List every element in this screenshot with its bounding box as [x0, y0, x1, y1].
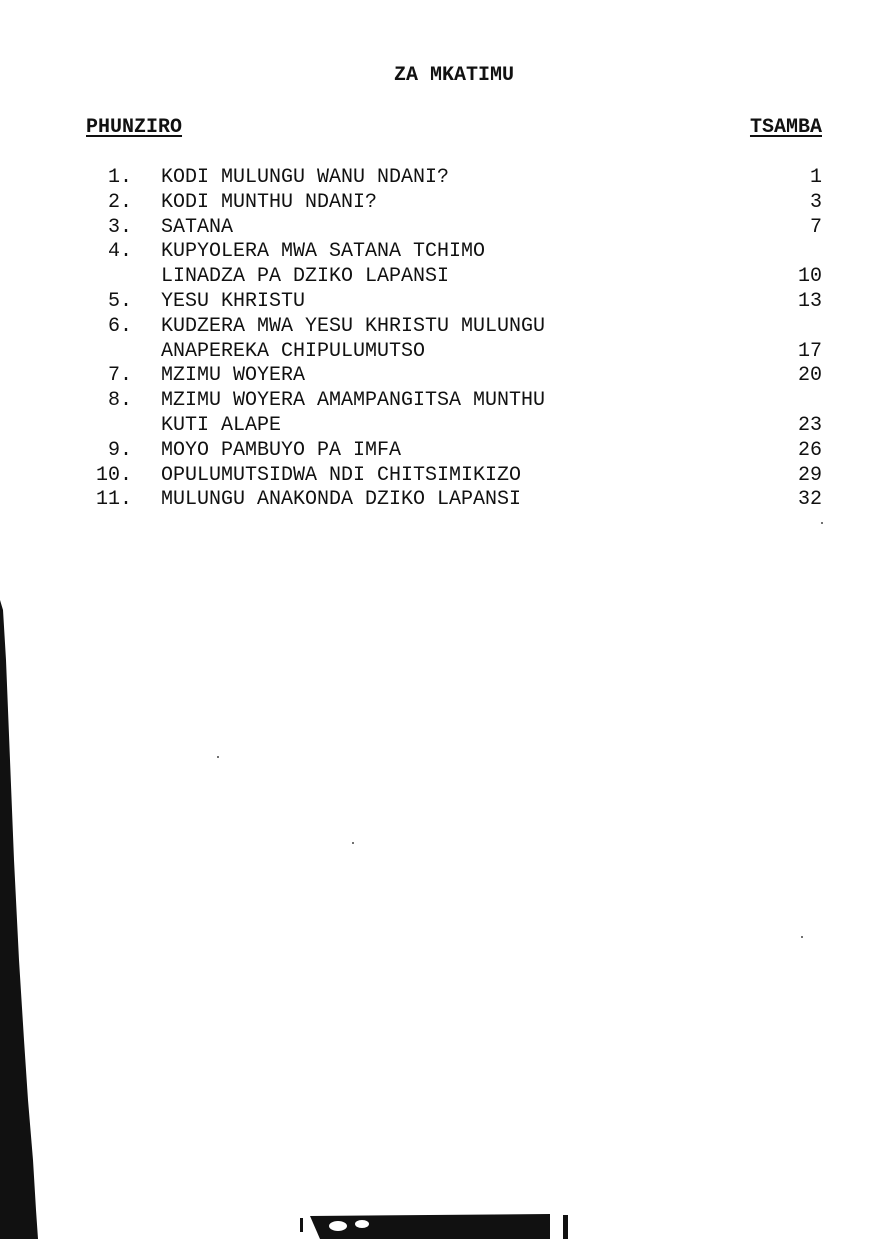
toc-entry-line	[84, 464, 824, 489]
toc-entry-title: KODI MUNTHU NDANI?	[161, 190, 378, 214]
toc-entry-page: 3	[809, 190, 822, 214]
toc-entry-title: MULUNGU ANAKONDA DZIKO LAPANSI	[161, 488, 522, 512]
table-of-contents	[84, 166, 824, 513]
toc-entry-number: 4.	[107, 240, 132, 264]
toc-entry-page: 10	[797, 265, 822, 289]
toc-entry-page: 13	[797, 289, 822, 313]
toc-entry-number: 5.	[107, 289, 132, 313]
toc-entry-number: 11.	[95, 488, 132, 512]
toc-entry-number: 2.	[107, 190, 132, 214]
toc-entry-number: 7.	[107, 364, 132, 388]
toc-entry-line	[84, 389, 824, 414]
toc-entry-page: 32	[797, 488, 822, 512]
scan-speck	[801, 936, 803, 938]
toc-entry	[84, 315, 824, 365]
toc-entry-title: KUDZERA MWA YESU KHRISTU MULUNGU	[161, 314, 546, 338]
toc-entry-title: MZIMU WOYERA AMAMPANGITSA MUNTHU	[161, 389, 546, 413]
toc-entry-number: 10.	[95, 463, 132, 487]
toc-entry-line	[84, 414, 824, 439]
scan-speck	[821, 522, 823, 524]
toc-entry	[84, 488, 824, 513]
toc-entry-page: 1	[809, 166, 822, 189]
toc-entry-title: KUPYOLERA MWA SATANA TCHIMO	[161, 240, 486, 264]
toc-entry-line	[84, 439, 824, 464]
toc-entry-title: YESU KHRISTU	[161, 289, 306, 313]
toc-entry-title: KODI MULUNGU WANU NDANI?	[161, 166, 450, 189]
toc-entry-line	[84, 191, 824, 216]
toc-entry-line	[84, 216, 824, 241]
scan-speck	[217, 756, 219, 758]
toc-entry-title: KUTI ALAPE	[161, 413, 282, 437]
toc-entry-page: 26	[797, 438, 822, 462]
scan-speck	[352, 842, 354, 844]
toc-entry	[84, 166, 824, 191]
toc-entry-line	[84, 290, 824, 315]
toc-entry-line	[84, 166, 824, 191]
toc-entry-number: 9.	[107, 438, 132, 462]
scan-bottom-blot-shape	[300, 1212, 580, 1239]
toc-entry	[84, 290, 824, 315]
toc-entry	[84, 216, 824, 241]
toc-entry-number: 6.	[107, 314, 132, 338]
scan-edge-shadow-shape	[0, 600, 40, 1239]
toc-entry	[84, 464, 824, 489]
toc-entry	[84, 191, 824, 216]
toc-entry-number: 8.	[107, 389, 132, 413]
toc-entry-title: ANAPEREKA CHIPULUMUTSO	[161, 339, 426, 363]
toc-entry-line	[84, 240, 824, 265]
toc-entry-page: 7	[809, 215, 822, 239]
toc-entry	[84, 364, 824, 389]
toc-entry-title: SATANA	[161, 215, 234, 239]
toc-entry-page: 29	[797, 463, 822, 487]
toc-entry-title: MZIMU WOYERA	[161, 364, 306, 388]
toc-entry-number: 3.	[107, 215, 132, 239]
toc-entry-line	[84, 488, 824, 513]
toc-entry	[84, 389, 824, 439]
toc-entry	[84, 439, 824, 464]
toc-entry-line	[84, 340, 824, 365]
toc-entry-number: 1.	[107, 166, 132, 189]
lesson-column-header: PHUNZIRO	[86, 116, 183, 139]
page-title: ZA MKATIMU	[393, 64, 515, 87]
toc-entry-title: LINADZA PA DZIKO LAPANSI	[161, 265, 450, 289]
scan-bottom-blot	[300, 1212, 580, 1244]
toc-entry	[84, 240, 824, 290]
toc-entry-page: 20	[797, 364, 822, 388]
toc-entry-title: OPULUMUTSIDWA NDI CHITSIMIKIZO	[161, 463, 522, 487]
toc-entry-title: MOYO PAMBUYO PA IMFA	[161, 438, 402, 462]
toc-entry-line	[84, 265, 824, 290]
toc-entry-line	[84, 315, 824, 340]
toc-entry-page: 17	[797, 339, 822, 363]
toc-entry-line	[84, 364, 824, 389]
toc-entry-page: 23	[797, 413, 822, 437]
page-column-header: TSAMBA	[749, 116, 822, 139]
